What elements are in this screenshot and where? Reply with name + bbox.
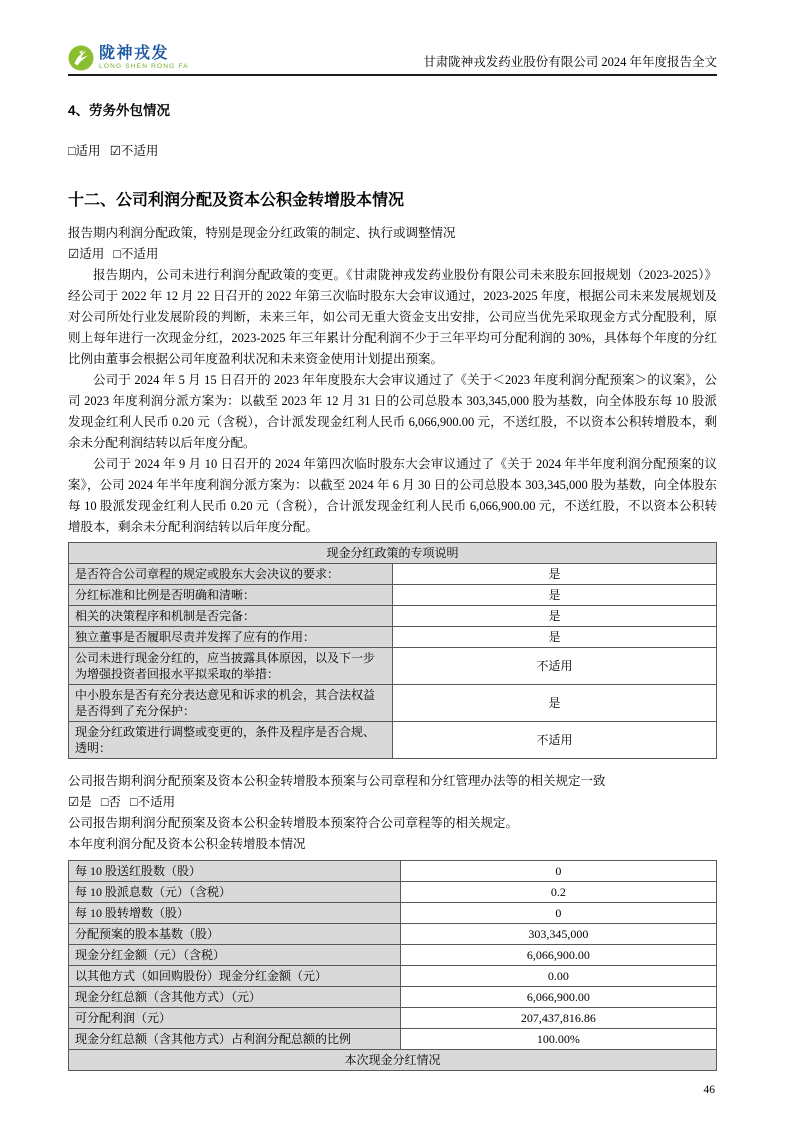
table-row [69, 861, 717, 882]
dividend-row-value: 100.00% [400, 1029, 716, 1050]
dividend-row-value: 0.2 [400, 882, 716, 903]
table-row [69, 1050, 717, 1071]
checkbox-option-applicable: □适用 [68, 144, 101, 158]
page-number: 46 [703, 1084, 715, 1096]
checkbox-option-not-applicable: □不适用 [113, 247, 159, 261]
table-row [69, 543, 717, 564]
dividend-row-label: 以其他方式（如回购股份）现金分红金额（元） [69, 966, 401, 987]
policy-row-label: 独立董事是否履职尽责并发挥了应有的作用： [69, 627, 393, 648]
policy-table-title: 现金分红政策的专项说明 [69, 543, 717, 564]
consistency-statement: 公司报告期利润分配预案及资本公积金转增股本预案符合公司章程等的相关规定。 [68, 816, 519, 830]
dividend-row-value: 6,066,900.00 [400, 987, 716, 1008]
logo-icon [68, 45, 94, 71]
logo-name-en: LONG SHEN RONG FA [99, 62, 189, 70]
policy-row-label: 分红标准和比例是否明确和清晰： [69, 585, 393, 606]
paragraph-2023-dividend: 公司于 2024 年 5 月 15 日召开的 2023 年年度股东大会审议通过了《关于＜2023 年度利润分配预案＞的议案》，公司 2023 年度利润分派方案为：以截至 2023 年 12 月 31 日的公司总股本 303,345,000 股为基数，向全体股东每 10 股派发现金红利人民币 0.20 元（含税），合计派发现金红利人民币 6,066,900.00 元，不送红股，不以资本公积转增股本，剩余未分配利润结转以后年度分配。 [68, 373, 717, 450]
policy-row-label: 现金分红政策进行调整或变更的，条件及程序是否合规、透明： [69, 722, 393, 759]
consistency-options-line [68, 792, 717, 813]
table-row [69, 1008, 717, 1029]
dividend-table-footer: 本次现金分红情况 [69, 1050, 717, 1071]
table-row [69, 903, 717, 924]
profit-applicability-line [68, 244, 717, 265]
report-header [68, 0, 717, 76]
table-row [69, 924, 717, 945]
dividend-row-value: 207,437,816.86 [400, 1008, 716, 1029]
table-row [69, 882, 717, 903]
consistency-note: 公司报告期利润分配预案及资本公积金转增股本预案与公司章程和分红管理办法等的相关规定一致 [68, 774, 606, 788]
section-labor-heading: 4、劳务外包情况 [68, 103, 171, 118]
dividend-row-label: 现金分红金额（元）（含税） [69, 945, 401, 966]
profit-distribution-table [68, 860, 717, 1071]
dividend-row-label: 分配预案的股本基数（股） [69, 924, 401, 945]
table-row [69, 564, 717, 585]
checkbox-option-not-applicable: □不适用 [130, 795, 176, 809]
dividend-row-value: 6,066,900.00 [400, 945, 716, 966]
table-row [69, 627, 717, 648]
policy-row-label: 公司未进行现金分红的，应当披露具体原因，以及下一步为增强投资者回报水平拟采取的举措： [69, 648, 393, 685]
dividend-row-label: 可分配利润（元） [69, 1008, 401, 1029]
policy-row-value: 是 [393, 627, 717, 648]
company-logo [68, 45, 189, 71]
dividend-row-value: 0 [400, 903, 716, 924]
checkbox-option-yes: ☑是 [68, 795, 92, 809]
table-row [69, 685, 717, 722]
cash-dividend-policy-table [68, 542, 717, 759]
dividend-row-value: 0 [400, 861, 716, 882]
policy-row-label: 相关的决策程序和机制是否完备： [69, 606, 393, 627]
policy-row-value: 是 [393, 685, 717, 722]
policy-row-value: 是 [393, 564, 717, 585]
profit-policy-intro: 报告期内利润分配政策，特别是现金分红政策的制定、执行或调整情况 [68, 226, 456, 240]
checkbox-option-not-applicable: ☑不适用 [109, 144, 159, 158]
paragraph-2024-interim-dividend: 公司于 2024 年 9 月 10 日召开的 2024 年第四次临时股东大会审议通过了《关于 2024 年半年度利润分配预案的议案》，公司 2024 年半年度利润分派方案为：以截至 2024 年 6 月 30 日的公司总股本 303,345,000 股为基数，向全体股东每 10 股派发现金红利人民币 0.20 元（含税），合计派发现金红利人民币 6,066,900.00 元，不送红股，不以资本公积转增股本，剩余未分配利润结转以后年度分配。 [68, 457, 717, 534]
dividend-row-value: 0.00 [400, 966, 716, 987]
page-content [68, 0, 717, 1096]
dividend-row-label: 现金分红总额（含其他方式）占利润分配总额的比例 [69, 1029, 401, 1050]
dividend-row-label: 每 10 股派息数（元）（含税） [69, 882, 401, 903]
policy-row-value: 不适用 [393, 722, 717, 759]
policy-row-label: 是否符合公司章程的规定或股东大会决议的要求： [69, 564, 393, 585]
table-row [69, 585, 717, 606]
dividend-row-label: 每 10 股送红股数（股） [69, 861, 401, 882]
policy-row-value: 不适用 [393, 648, 717, 685]
paragraph-policy-change: 报告期内，公司未进行利润分配政策的变更。《甘肃陇神戎发药业股份有限公司未来股东回报规划（2023-2025）》经公司于 2022 年 12 月 22 日召开的 2022 年第三次临时股东大会审议通过，2023-2025 年度，根据公司未来发展规划及对公司所处行业发展阶段的判断，未来三年，如公司无重大资金支出安排，公司应当优先采取现金方式分配股利，原则上每年进行一次现金分红，2023-2025 年三年累计分配利润不少于三年平均可分配利润的 30%，具体每个年度的分红比例由董事会根据公司年度盈利状况和未来资金使用计划提出预案。 [68, 268, 717, 366]
checkbox-option-applicable: ☑适用 [68, 247, 105, 261]
logo-name-cn: 陇神戎发 [99, 44, 170, 62]
table-row [69, 648, 717, 685]
document-title: 甘肃陇神戎发药业股份有限公司 2024 年年度报告全文 [423, 55, 717, 69]
dividend-row-value: 303,345,000 [400, 924, 716, 945]
table-row [69, 945, 717, 966]
policy-row-label: 中小股东是否有充分表达意见和诉求的机会，其合法权益是否得到了充分保护： [69, 685, 393, 722]
dividend-table-caption: 本年度利润分配及资本公积金转增股本情况 [68, 837, 306, 851]
section-profit-heading: 十二、公司利润分配及资本公积金转增股本情况 [68, 192, 405, 209]
table-row [69, 722, 717, 759]
policy-row-value: 是 [393, 606, 717, 627]
dividend-row-label: 现金分红总额（含其他方式）（元） [69, 987, 401, 1008]
table-row [69, 966, 717, 987]
checkbox-option-no: □否 [100, 795, 121, 809]
dividend-row-label: 每 10 股转增数（股） [69, 903, 401, 924]
table-row [69, 987, 717, 1008]
logo-text [99, 46, 189, 71]
table-row [69, 606, 717, 627]
policy-row-value: 是 [393, 585, 717, 606]
labor-applicability-line [68, 141, 717, 162]
table-row [69, 1029, 717, 1050]
